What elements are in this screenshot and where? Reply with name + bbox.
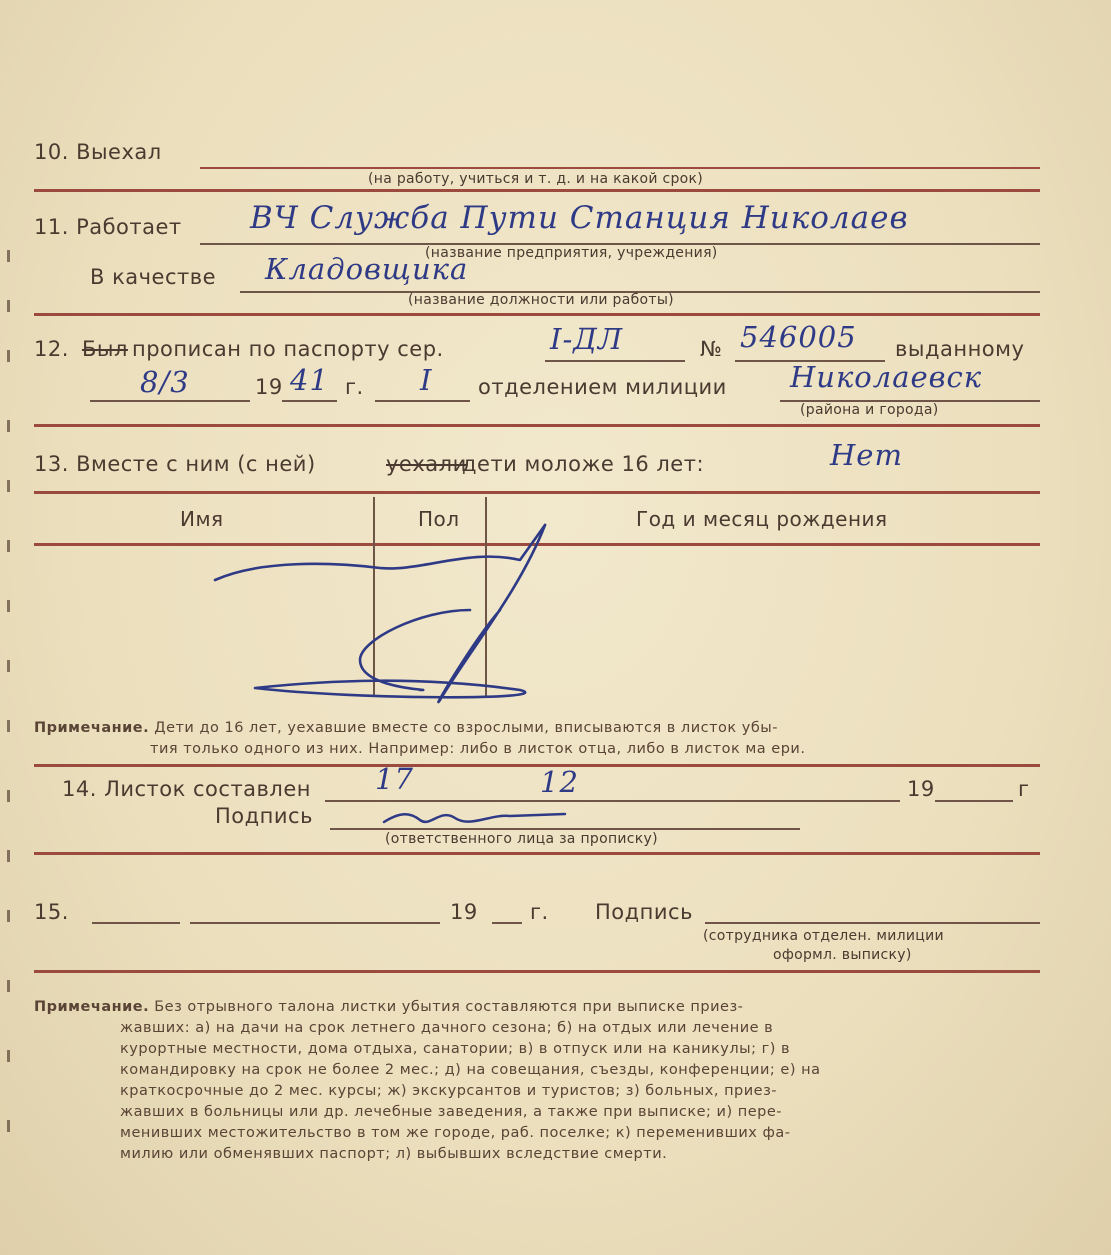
field-12-g: г.: [345, 375, 364, 399]
note-2: [34, 997, 1044, 1018]
note-1-line-1: Дети до 16 лет, уехавшие вместе со взрослыми, вписываются в листок убы-: [154, 720, 778, 736]
note-2-line-3: курортные местности, дома отдыха, санатории; в) в отпуск или на каникулы; г) в: [120, 1041, 791, 1057]
field-12-dept-handwritten: I: [420, 363, 433, 397]
field-11-role-handwritten: Кладовщика: [265, 252, 469, 286]
field-14-year-line: [935, 800, 1013, 802]
field-11-role-label: В качестве: [90, 265, 217, 289]
field-14-day-handwritten: 17: [375, 762, 414, 796]
field-10-line: [200, 167, 1040, 169]
field-15-caption-2: оформл. выписку): [773, 947, 912, 963]
table-header-line: [34, 543, 1040, 546]
field-12-struck-word: Был: [82, 337, 128, 361]
field-11-label: 11. Работает: [34, 215, 182, 239]
field-15-caption-1: (сотрудника отделен. милиции: [703, 928, 944, 944]
table-top-line: [34, 491, 1040, 494]
note-2-line-6: жавших в больницы или др. лечебные заведения, а также при выписке; и) пере-: [120, 1104, 782, 1120]
field-13-text: дети моложе 16 лет:: [462, 452, 705, 476]
field-14-year-prefix: 19: [907, 777, 935, 801]
field-12-year-prefix: 19: [255, 375, 283, 399]
note-2-head: Примечание.: [34, 999, 150, 1015]
field-12-series-handwritten: I-ДЛ: [550, 322, 624, 356]
field-14-label: 14. Листок составлен: [62, 777, 311, 801]
note-2-line-1: Без отрывного талона листки убытия составляются при выписке приез-: [154, 999, 744, 1015]
field-12-year-handwritten: 41: [290, 363, 329, 397]
field-13-struck-word: уехали: [386, 452, 467, 476]
field-11-workplace-handwritten: ВЧ Служба Пути Станция Николаев: [250, 200, 909, 236]
field-13-label: 13. Вместе с ним (с ней): [34, 452, 316, 476]
separator-note-1: [34, 764, 1040, 767]
field-12-dept-label: отделением милиции: [478, 375, 727, 399]
field-12-passport-number-handwritten: 546005: [740, 320, 857, 354]
field-12-city-handwritten: Николаевск: [790, 360, 983, 394]
field-10-caption: (на работу, учиться и т. д. и на какой срок): [368, 171, 704, 187]
separator-12: [34, 424, 1040, 427]
field-14-signature-label: Подпись: [215, 804, 313, 828]
field-12-dept-line: [375, 400, 470, 402]
field-14-signature-line: [330, 828, 800, 830]
field-15-month-line: [190, 922, 440, 924]
field-15-signature-line: [705, 922, 1040, 924]
field-13-answer-handwritten: Нет: [830, 438, 903, 472]
field-12-city-caption: (района и города): [800, 402, 939, 418]
note-1-head: Примечание.: [34, 720, 150, 736]
field-14-caption: (ответственного лица за прописку): [385, 831, 658, 847]
separator-11: [34, 313, 1040, 316]
field-15-day-line: [92, 922, 180, 924]
field-11-caption: (название предприятия, учреждения): [425, 245, 718, 261]
field-11-role-caption: (название должности или работы): [408, 292, 674, 308]
field-15-number: 15.: [34, 900, 69, 924]
field-12-number-sign: №: [700, 337, 723, 361]
field-15-g: г.: [530, 900, 549, 924]
field-10-label: 10. Выехал: [34, 140, 162, 164]
field-14-g: г: [1018, 777, 1030, 801]
column-header-name: Имя: [180, 507, 224, 531]
note-1: [34, 718, 1044, 739]
field-15-year-prefix: 19: [450, 900, 478, 924]
field-14-month-handwritten: 12: [540, 765, 579, 799]
note-2-line-2: жавших: а) на дачи на срок летнего дачного сезона; б) на отдых или лечение в: [120, 1020, 774, 1036]
field-12-date-line: [90, 400, 250, 402]
field-12-series-line: [545, 360, 685, 362]
field-15-year-line: [492, 922, 522, 924]
table-divider-1: [373, 497, 375, 697]
separator-15: [34, 970, 1040, 973]
column-header-sex: Пол: [418, 507, 460, 531]
field-15-signature-label: Подпись: [595, 900, 693, 924]
column-header-birth: Год и месяц рождения: [636, 507, 888, 531]
field-12-text: прописан по паспорту сер.: [132, 337, 444, 361]
field-12-date-handwritten: 8/3: [140, 365, 190, 399]
note-2-line-8: милию или обменявших паспорт; л) выбывших вследствие смерти.: [120, 1146, 668, 1162]
field-12-year-line: [282, 400, 337, 402]
note-2-line-5: краткосрочные до 2 мес. курсы; ж) экскурсантов и туристов; з) больных, приез-: [120, 1083, 778, 1099]
note-2-line-7: менивших местожительство в том же городе, раб. поселке; к) переменивших фа-: [120, 1125, 791, 1141]
field-12-number: 12.: [34, 337, 69, 361]
separator-14: [34, 852, 1040, 855]
separator-10: [34, 189, 1040, 192]
note-1-line-2: тия только одного из них. Например: либо в листок отца, либо в листок ма ери.: [150, 741, 806, 757]
strike-through-mark: [215, 525, 545, 702]
field-12-issued: выданному: [895, 337, 1025, 361]
table-divider-2: [485, 497, 487, 697]
note-2-line-4: командировку на срок не более 2 мес.; д) на совещания, съезды, конференции; е) на: [120, 1062, 821, 1078]
